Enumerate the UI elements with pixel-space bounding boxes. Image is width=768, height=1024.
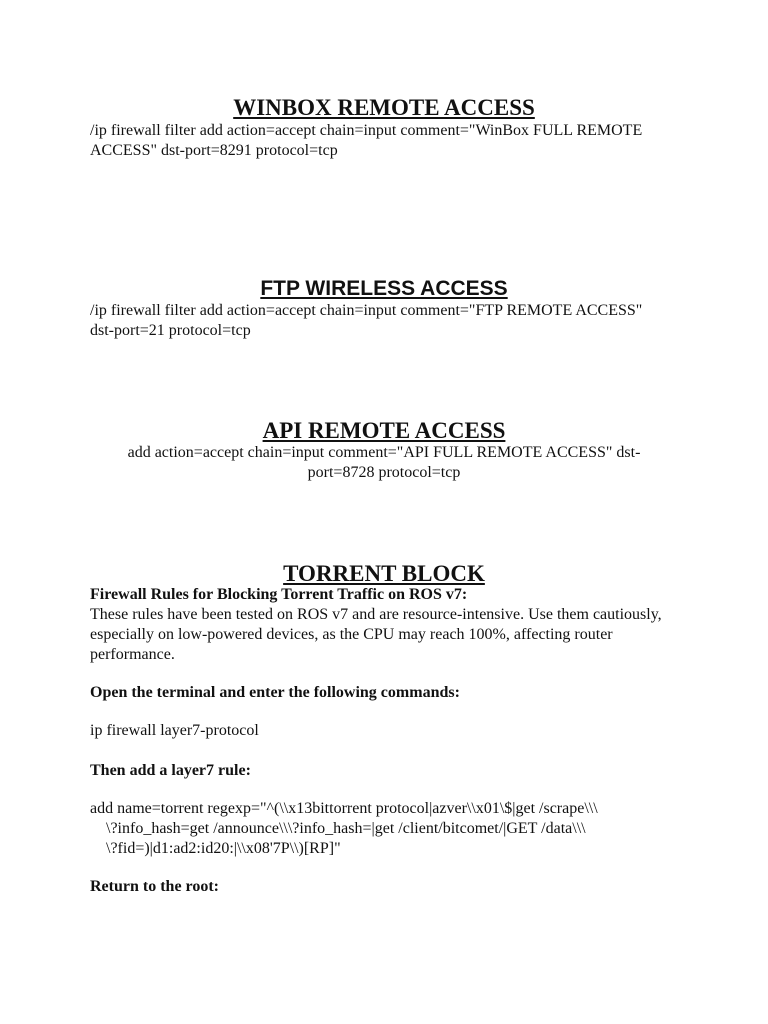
api-heading: API REMOTE ACCESS: [262, 418, 506, 443]
torrent-description: These rules have been tested on ROS v7 and are resource-intensive. Use them cautiously, especially on low-powered devices, as the CPU may reach 100%, affecting router performance.: [90, 606, 662, 663]
winbox-command: /ip firewall filter add action=accept chain=input comment="WinBox FULL REMOTE ACCESS" dst-port=8291 protocol=tcp: [90, 122, 643, 159]
step3-label: Return to the root:: [90, 878, 220, 895]
step1-label: Open the terminal and enter the following commands:: [90, 684, 460, 701]
step2-command-line-2: \?info_hash=get /announce\\\?info_hash=|get /client/bitcomet/|GET /data\\\: [106, 820, 586, 837]
torrent-subheading: Firewall Rules for Blocking Torrent Traffic on ROS v7:: [90, 586, 468, 603]
api-command: add action=accept chain=input comment="API FULL REMOTE ACCESS" dst-port=8728 protocol=tcp: [127, 444, 641, 481]
step2-command-line-3: \?fid=)|d1:ad2:id20:|\\x08'7P\\)[RP]": [106, 840, 341, 857]
step2-command-line-1: add name=torrent regexp="^(\\x13bittorrent protocol|azver\\x01\$|get /scrape\\\: [90, 800, 598, 817]
ftp-command: /ip firewall filter add action=accept chain=input comment="FTP REMOTE ACCESS" dst-port=21 protocol=tcp: [90, 302, 643, 339]
winbox-heading: WINBOX REMOTE ACCESS: [233, 95, 535, 120]
ftp-heading: FTP WIRELESS ACCESS: [260, 277, 508, 300]
step1-command: ip firewall layer7-protocol: [90, 722, 259, 739]
step2-command: [90, 799, 710, 859]
torrent-heading: TORRENT BLOCK: [283, 561, 485, 586]
step2-label: Then add a layer7 rule:: [90, 762, 251, 779]
